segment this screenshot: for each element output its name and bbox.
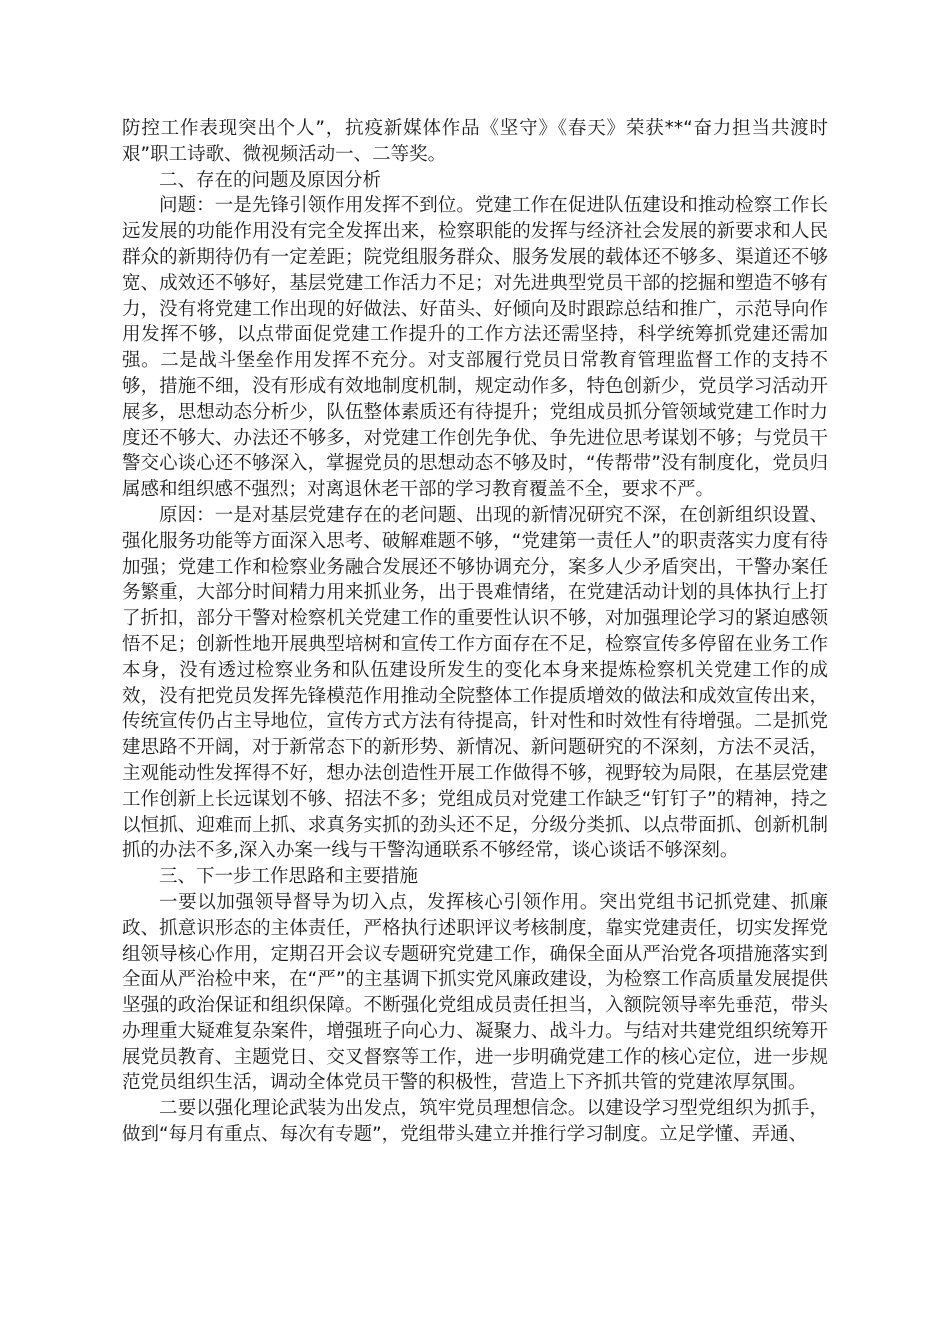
problems-paragraph: 问题：一是先锋引领作用发挥不到位。党建工作在促进队伍建设和推动检察工作长远发展的功能作用没有完全发挥出来，检察职能的发挥与经济社会发展的新要求和人民群众的新期待仍有一定差距；院党组服务群众、服务发展的载体还不够多、渠道还不够宽、成效还不够好，基层党建工作活力不足；对先进典型党员干部的挖掘和塑造不够有力，没有将党建工作出现的好做法、好苗头、好倾向及时跟踪总结和推广，示范导向作用发挥不够，以点带面促党建工作提升的工作方法还需坚持，科学统筹抓党建还需加强。二是战斗堡垒作用发挥不充分。对支部履行党员日常教育管理监督工作的支持不够，措施不细，没有形成有效地制度机制，规定动作多，特色创新少，党员学习活动开展多，思想动态分析少，队伍整体素质还有待提升；党组成员抓分管领域党建工作时力度还不够大、办法还不够多，对党建工作创先争优、争先进位思考谋划不够；与党员干警交心谈心还不够深入，掌握党员的思想动态不够及时，“传帮带”没有制度化，党员归属感和组织感不强烈；对离退休老干部的学习教育覆盖不全，要求不严。 [122, 195, 828, 501]
measure-1-paragraph: 一要以加强领导督导为切入点，发挥核心引领作用。突出党组书记抓党建、抓廉政、抓意识形态的主体责任，严格执行述职评议考核制度，靠实党建责任，切实发挥党组领导核心作用，定期召开会议专题研究党建工作，确保全面从严治党各项措施落实到全面从严治检中来，在“严”的主基调下抓实党风廉政建设，为检察工作高质量发展提供坚强的政治保证和组织保障。不断强化党组成员责任担当，入额院领导率先垂范，带头办理重大疑难复杂案件，增强班子向心力、凝聚力、战斗力。与结对共建党组织统筹开展党员教育、主题党日、交叉督察等工作，进一步明确党建工作的核心定位，进一步规范党员组织生活，调动全体党员干警的积极性，营造上下齐抓共管的党建浓厚氛围。 [122, 891, 828, 1094]
measure-2-paragraph: 二要以强化理论武装为出发点，筑牢党员理想信念。以建设学习型党组织为抓手，做到“每月有重点、每次有专题”，党组带头建立并推行学习制度。立足学懂、弄通、 [122, 1098, 828, 1146]
section-heading-3: 三、下一步工作思路和主要措施 [159, 866, 419, 888]
document-page [122, 116, 828, 1148]
causes-paragraph: 原因：一是对基层党建存在的老问题、出现的新情况研究不深，在创新组织设置、强化服务功能等方面深入思考、破解难题不够，“党建第一责任人”的职责落实力度有待加强；党建工作和检察业务融合发展还不够协调充分，案多人少矛盾突出，干警办案任务繁重，大部分时间精力用来抓业务，出于畏难情绪，在党建活动计划的具体执行上打了折扣，部分干警对检察机关党建工作的重要性认识不够，对加强理论学习的紧迫感领悟不足；创新性地开展典型培树和宣传工作方面存在不足，检察宣传多停留在业务工作本身，没有透过检察业务和队伍建设所发生的变化本身来提炼检察机关党建工作的成效，没有把党员发挥先锋模范作用推动全院整体工作提质增效的做法和成效宣传出来，传统宣传仍占主导地位，宣传方式方法有待提高，针对性和时效性有待增强。二是抓党建思路不开阔，对于新常态下的新形势、新情况、新问题研究的不深刻，方法不灵活，主观能动性发挥得不好，想办法创造性开展工作做得不够，视野较为局限，在基层党建工作创新上长远谋划不够、招法不多；党组成员对党建工作缺乏“钉钉子”的精神，持之以恒抓、迎难而上抓、求真务实抓的劲头还不足，分级分类抓、以点带面抓、创新机制抓的办法不多,深入办案一线与干警沟通联系不够经常，谈心谈话不够深刻。 [122, 504, 828, 862]
continued-paragraph: 防控工作表现突出个人”，抗疫新媒体作品《坚守》《春天》荣获**“奋力担当共渡时艰”职工诗歌、微视频活动一、二等奖。 [122, 118, 828, 165]
section-heading-2: 二、存在的问题及原因分析 [159, 169, 382, 191]
